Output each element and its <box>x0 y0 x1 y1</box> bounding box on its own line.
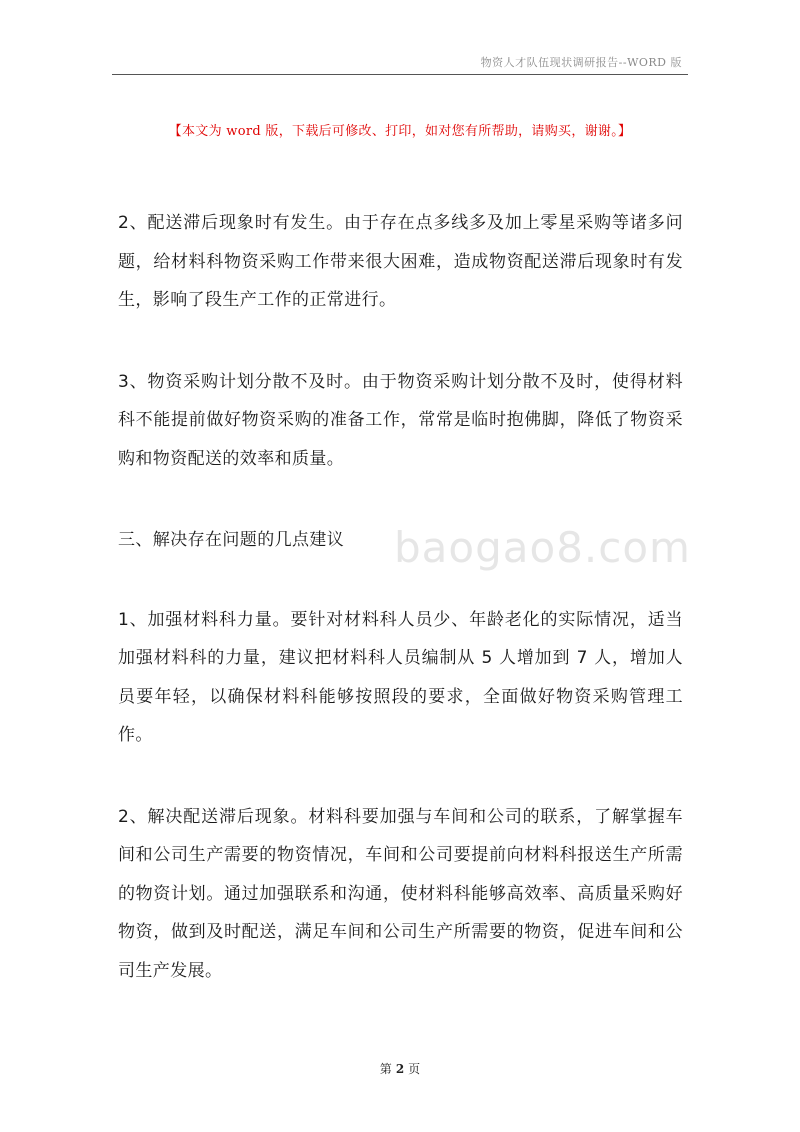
section-heading-suggestions: 三、解决存在问题的几点建议 <box>118 530 345 550</box>
page-number-prefix: 第 <box>379 1062 392 1076</box>
paragraph-strengthen-staff: 1、加强材料科力量。要针对材料科人员少、年龄老化的实际情况，适当加强材料科的力量，建议把材料科人员编制从 5 人增加到 7 人，增加人员要年轻，以确保材料科能够按照段的要求，全面做好物资采购管理工作。 <box>118 609 683 745</box>
document-body <box>118 204 683 1033</box>
paragraph-procurement-plan: 3、物资采购计划分散不及时。由于物资采购计划分散不及时，使得材料科不能提前做好物资采购的准备工作，常常是临时抱佛脚，降低了物资采购和物资配送的效率和质量。 <box>118 371 683 469</box>
paragraph-solve-delay: 2、解决配送滞后现象。材料科要加强与车间和公司的联系，了解掌握车间和公司生产需要的物资情况，车间和公司要提前向材料科报送生产所需的物资计划。通过加强联系和沟通，使材料科能够高效率、高质量采购好物资，做到及时配送，满足车间和公司生产所需要的物资，促进车间和公司生产发展。 <box>118 806 683 981</box>
page-number <box>0 1060 800 1077</box>
paragraph-delivery-delay: 2、配送滞后现象时有发生。由于存在点多线多及加上零星采购等诸多问题，给材料科物资采购工作带来很大困难，造成物资配送滞后现象时有发生，影响了段生产工作的正常进行。 <box>118 213 683 310</box>
document-header-title: 物资人才队伍现状调研报告--WORD 版 <box>480 56 682 69</box>
watermark: baogao8.com <box>394 523 691 572</box>
page-number-suffix: 页 <box>408 1062 421 1076</box>
page-number-value: 2 <box>395 1062 405 1076</box>
header-divider <box>112 74 688 75</box>
purchase-notice: 【本文为 word 版，下载后可修改、打印，如对您有所帮助，请购买，谢谢。】 <box>168 124 632 139</box>
